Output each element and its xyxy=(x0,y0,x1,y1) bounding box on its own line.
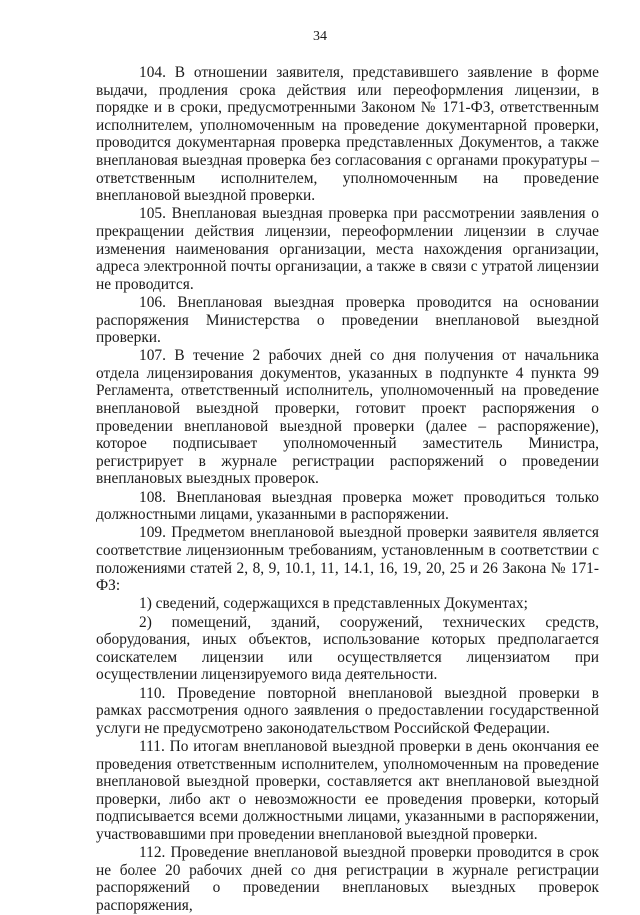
document-body xyxy=(96,64,599,915)
paragraph-105: 105. Внеплановая выездная проверка при рассмотрении заявления о прекращении действия лицензии, переоформлении лицензии в случае изменения наименования организации, места нахождения организации, адреса электронной почты организации, а также в связи с утратой лицензии не проводится. xyxy=(96,205,599,293)
paragraph-108: 108. Внеплановая выездная проверка может проводиться только должностными лицами, указанными в распоряжении. xyxy=(96,488,599,524)
paragraph-110: 110. Проведение повторной внеплановой выездной проверки в рамках рассмотрения одного заявления о предоставлении государственной услуги не предусмотрено законодательством Российской Федерации. xyxy=(96,684,599,737)
paragraph-112: 112. Проведение внеплановой выездной проверки проводится в срок не более 20 рабочих дней со дня регистрации в журнале регистрации распоряжений о проведении внеплановых выездных проверок распоряжения, xyxy=(96,844,599,914)
paragraph-111: 111. По итогам внеплановой выездной проверки в день окончания ее проведения ответственным исполнителем, уполномоченным на проведение внеплановой выездной проверки, составляется акт внеплановой выездной проверки, либо акт о невозможности ее проведения проверки, который подписывается всеми должностными лицами, указанными в распоряжении, участвовавшими при проведении внеплановой выездной проверки. xyxy=(96,737,599,843)
page-number: 34 xyxy=(313,29,327,44)
paragraph-106: 106. Внеплановая выездная проверка проводится на основании распоряжения Министерства о проведении внеплановой выездной проверки. xyxy=(96,293,599,347)
paragraph-109-item-1: 1) сведений, содержащихся в представленных Документах; xyxy=(139,595,528,613)
paragraph-109-item-2: 2) помещений, зданий, сооружений, технических средств, оборудования, иных объектов, использование которых предполагается соискателем лицензии или осуществляется лицензиатом при осуществлении лицензируемого вида деятельности. xyxy=(96,613,599,684)
paragraph-104: 104. В отношении заявителя, представившего заявление в форме выдачи, продления срока действия или переоформления лицензии, в порядке и в сроки, предусмотренными Законом № 171-ФЗ, ответственным исполнителем, уполномоченным на проведение документарной проверки, проводится документарная проверка представленных Документов, а также внеплановая выездная проверка без согласования с органами прокуратуры – ответственным исполнителем, уполномоченным на проведение внеплановой выездной проверки. xyxy=(96,64,599,205)
paragraph-109: 109. Предметом внеплановой выездной проверки заявителя является соответствие лицензионным требованиям, установленным в соответствии с положениями статей 2, 8, 9, 10.1, 11, 14.1, 16, 19, 20, 25 и 26 Закона № 171-ФЗ: xyxy=(96,524,599,595)
paragraph-107: 107. В течение 2 рабочих дней со дня получения от начальника отдела лицензирования документов, указанных в подпункте 4 пункта 99 Регламента, ответственный исполнитель, уполномоченный на проведение внеплановой выездной проверки, готовит проект распоряжения о проведении внеплановой выездной проверки (далее – распоряжение), которое подписывает уполномоченный заместитель Министра, регистрирует в журнале регистрации распоряжений о проведении внеплановых выездных проверок. xyxy=(96,347,599,488)
